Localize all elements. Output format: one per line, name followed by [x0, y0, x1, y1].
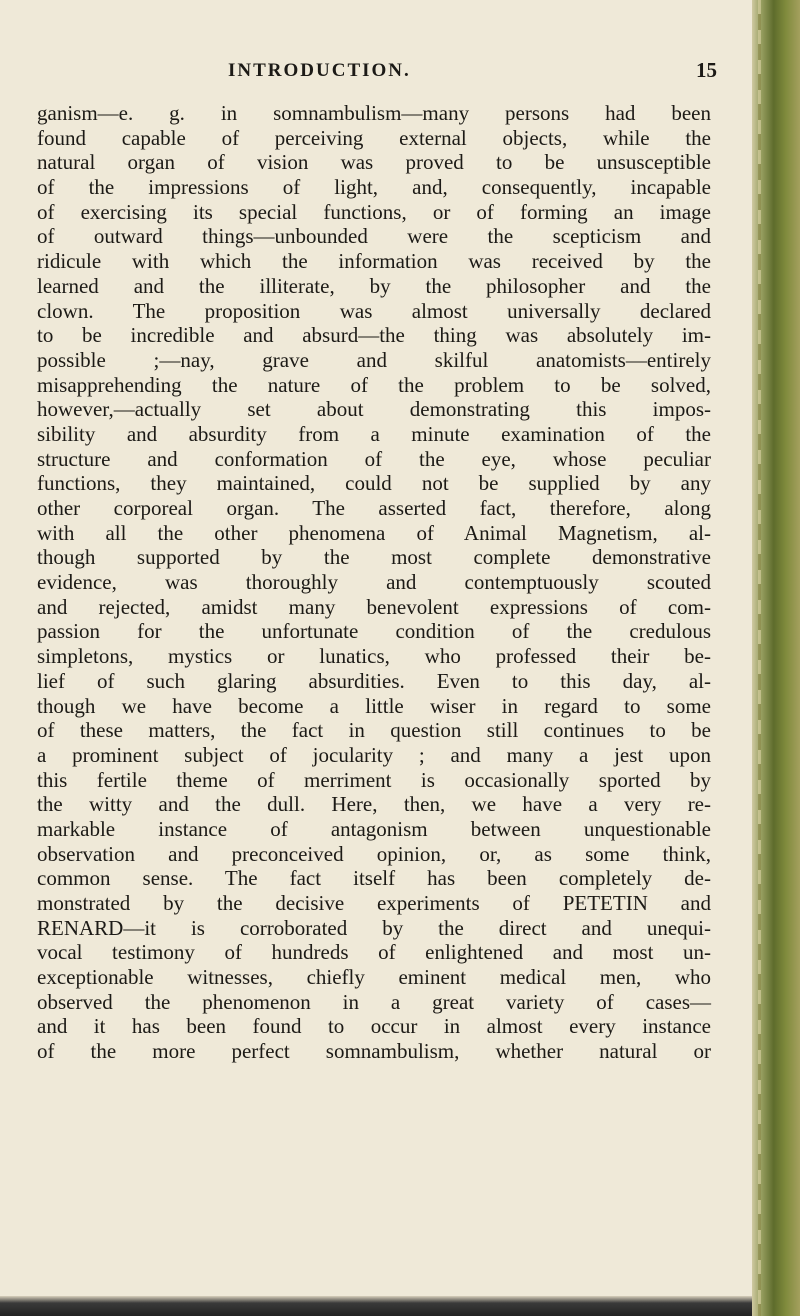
text-line: observation and preconceived opinion, or, as some think, [37, 841, 711, 866]
text-line: clown. The proposition was almost universally declared [37, 298, 711, 323]
text-line: ganism—e. g. in somnambulism—many persons had been [37, 101, 711, 125]
text-line: vocal testimony of hundreds of enlightened and most un- [37, 940, 711, 965]
page-bottom-edge [0, 1296, 752, 1316]
text-line: exceptionable witnesses, chiefly eminent medical men, who [37, 965, 711, 990]
text-line: learned and the illiterate, by the philosopher and the [37, 273, 711, 298]
text-line: observed the phenomenon in a great variety of cases— [37, 989, 711, 1014]
text-line: of outward things—unbounded were the scepticism and [37, 224, 711, 249]
text-line: of these matters, the fact in question still continues to be [37, 718, 711, 743]
text-line: and rejected, amidst many benevolent expressions of com- [37, 594, 711, 619]
text-line: of the impressions of light, and, consequently, incapable [37, 175, 711, 200]
text-line: with all the other phenomena of Animal Magnetism, al- [37, 520, 711, 545]
text-line: this fertile theme of merriment is occasionally sported by [37, 767, 711, 792]
text-line: common sense. The fact itself has been completely de- [37, 866, 711, 891]
text-line: natural organ of vision was proved to be unsusceptible [37, 150, 711, 175]
text-line: of the more perfect somnambulism, whether natural or [37, 1039, 711, 1064]
text-line: lief of such glaring absurdities. Even to this day, al- [37, 668, 711, 693]
text-line: simpletons, mystics or lunatics, who professed their be- [37, 644, 711, 669]
text-line: however,—actually set about demonstrating this impos- [37, 397, 711, 422]
text-line: passion for the unfortunate condition of the credulous [37, 619, 711, 644]
text-line: RENARD—it is corroborated by the direct and unequi- [37, 915, 711, 940]
text-line: though supported by the most complete demonstrative [37, 545, 711, 570]
text-line: ridicule with which the information was received by the [37, 249, 711, 274]
text-line: monstrated by the decisive experiments of PETETIN and [37, 891, 711, 915]
text-line: though we have become a little wiser in regard to some [37, 693, 711, 718]
body-text [37, 101, 711, 1064]
text-line: and it has been found to occur in almost every instance [37, 1014, 711, 1039]
text-line: functions, they maintained, could not be supplied by any [37, 471, 711, 496]
text-line: sibility and absurdity from a minute examination of the [37, 421, 711, 446]
running-head [0, 60, 752, 90]
text-line: structure and conformation of the eye, whose peculiar [37, 446, 711, 471]
running-head-title: INTRODUCTION. [228, 60, 411, 81]
text-line: a prominent subject of jocularity ; and many a jest upon [37, 742, 711, 767]
text-line: found capable of perceiving external objects, while the [37, 125, 711, 150]
text-line: misapprehending the nature of the problem to be solved, [37, 372, 711, 397]
text-line: evidence, was thoroughly and contemptuously scouted [37, 570, 711, 595]
text-line: of exercising its special functions, or of forming an image [37, 199, 711, 224]
text-line: to be incredible and absurd—the thing was absolutely im- [37, 323, 711, 348]
text-line: markable instance of antagonism between unquestionable [37, 816, 711, 841]
text-line: possible ;—nay, grave and skilful anatomists—entirely [37, 347, 711, 372]
text-line: the witty and the dull. Here, then, we have a very re- [37, 792, 711, 817]
text-line: other corporeal organ. The asserted fact, therefore, along [37, 496, 711, 520]
book-binding-edge [752, 0, 800, 1316]
page-number: 15 [696, 58, 717, 82]
